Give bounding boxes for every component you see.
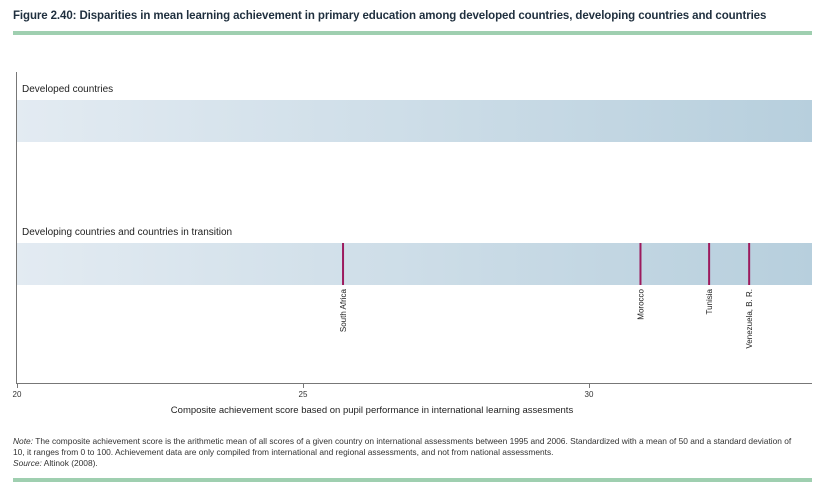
group-label-developed: Developed countries — [22, 84, 114, 95]
band-developed — [17, 100, 812, 142]
bottom-rule — [13, 478, 812, 482]
x-tick-label: 20 — [12, 390, 22, 399]
note — [13, 436, 803, 469]
x-tick-label: 25 — [298, 390, 308, 399]
source-text: Altinok (2008). — [41, 458, 98, 468]
x-axis-title: Composite achievement score based on pupil performance in international learning assesments — [170, 405, 574, 416]
marker-line — [639, 243, 641, 285]
marker-line — [708, 243, 710, 285]
figure-title: Figure 2.40: Disparities in mean learning achievement in primary education among developed countries, developing countries and countries — [13, 10, 767, 22]
point-label: South Africa — [339, 289, 349, 333]
point-label: Venezuela, B. R. — [745, 289, 755, 349]
source-label: Source: — [13, 458, 42, 468]
marker-line — [748, 243, 750, 285]
group-label-developing: Developing countries and countries in transition — [22, 227, 233, 238]
note-text: The composite achievement score is the arithmetic mean of all scores of a given country on international assessments between 1995 and 2006. Standardized with a mean of 50 and a standard deviation of 10, it ranges from 0 to 100. Achievement data are only compiled from international and regional assessments, and not from national assessments. — [13, 436, 792, 457]
marker-line — [342, 243, 344, 285]
point-label: Tunisia — [705, 289, 715, 315]
point-label: Morocco — [636, 289, 646, 320]
x-tick-label: 30 — [584, 390, 594, 399]
band-developing — [17, 243, 812, 285]
note-label: Note: — [13, 436, 34, 446]
